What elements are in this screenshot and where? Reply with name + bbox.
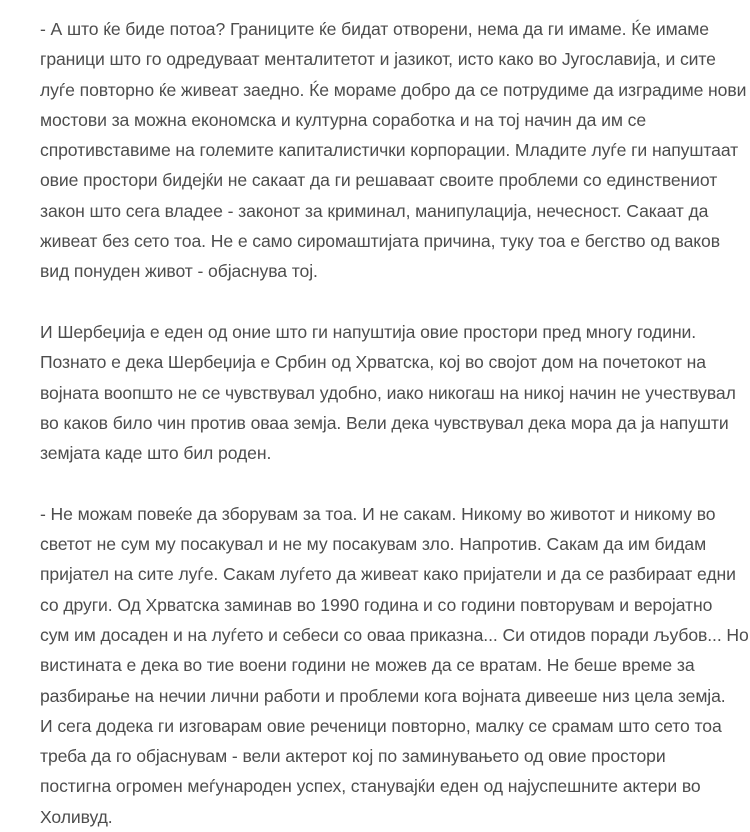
paragraph-2 — [40, 317, 740, 468]
text-line: И Шербеџија е еден од оние што ги напуштија овие простори пред многу години. — [40, 321, 697, 342]
text-line: живеат без сето тоа. Не е само сиромаштијата причина, туку тоа е бегство од ваков — [40, 231, 720, 252]
text-line: земјата каде што бил роден. — [40, 443, 272, 464]
text-line: треба да го објаснувам - вели актерот кој по заминувањето од овие простори — [40, 746, 666, 767]
article-body — [40, 14, 749, 832]
text-line: со други. Од Хрватска заминав во 1990 година и со години повторувам и веројатно — [40, 594, 713, 615]
text-line: сум им досаден и на луѓето и себеси со оваа приказна... Си отидов поради љубов... Но — [40, 624, 749, 645]
paragraph-1 — [40, 14, 747, 287]
text-line: Познато е дека Шербеџија е Србин од Хрватска, кој во својот дом на почетокот на — [40, 352, 706, 373]
text-line: граници што го одредуваат менталитетот и јазикот, исто како во Југославија, и сите — [40, 49, 716, 70]
text-line: - А што ќе биде потоа? Границите ќе бидат отворени, нема да ги имаме. Ќе имаме — [40, 19, 709, 39]
text-line: постигна огромен меѓународен успех, станувајќи еден од најуспешните актери во — [40, 776, 701, 797]
text-line: Холивуд. — [40, 806, 113, 827]
text-line: вистината е дека во тие воени години не можев да се вратам. Не беше време за — [40, 655, 695, 676]
text-line: разбирање на нечии лични работи и проблеми кога војната дивееше низ цела земја. — [40, 685, 726, 706]
text-line: светот не сум му посакувал и не му посакувам зло. Напротив. Сакам да им бидам — [40, 534, 707, 555]
text-line: - Не можам повеќе да зборувам за тоа. И не сакам. Никому во животот и никому во — [40, 503, 716, 524]
text-line: пријател на сите луѓе. Сакам луѓето да живеат како пријатели и да се разбираат едни — [40, 564, 736, 585]
text-line: луѓе повторно ќе живеат заедно. Ќе мораме добро да се потрудиме да изградиме нови — [40, 79, 747, 100]
text-line: овие простори бидејќи не сакаат да ги решаваат своите проблеми со единствениот — [40, 170, 718, 191]
text-line: во каков било чин против оваа земја. Вели дека чувствувал дека мора да ја напушти — [40, 412, 729, 433]
paragraph-3 — [40, 499, 749, 832]
text-line: војната воопшто не се чувствувал удобно, иако никогаш на никој начин не учествувал — [40, 382, 736, 403]
text-line: вид понуден живот - објаснува тој. — [40, 261, 318, 282]
text-line: И сега додека ги изговарам овие реченици повторно, малку се срамам што сето тоа — [40, 715, 722, 736]
text-line: спротивставиме на големите капиталистички корпорации. Младите луѓе ги напуштаат — [40, 140, 739, 161]
text-line: закон што сега владее - законот за криминал, манипулација, нечесност. Сакаат да — [40, 200, 709, 221]
text-line: мостови за можна економска и културна соработка и на тој начин да им се — [40, 109, 647, 130]
